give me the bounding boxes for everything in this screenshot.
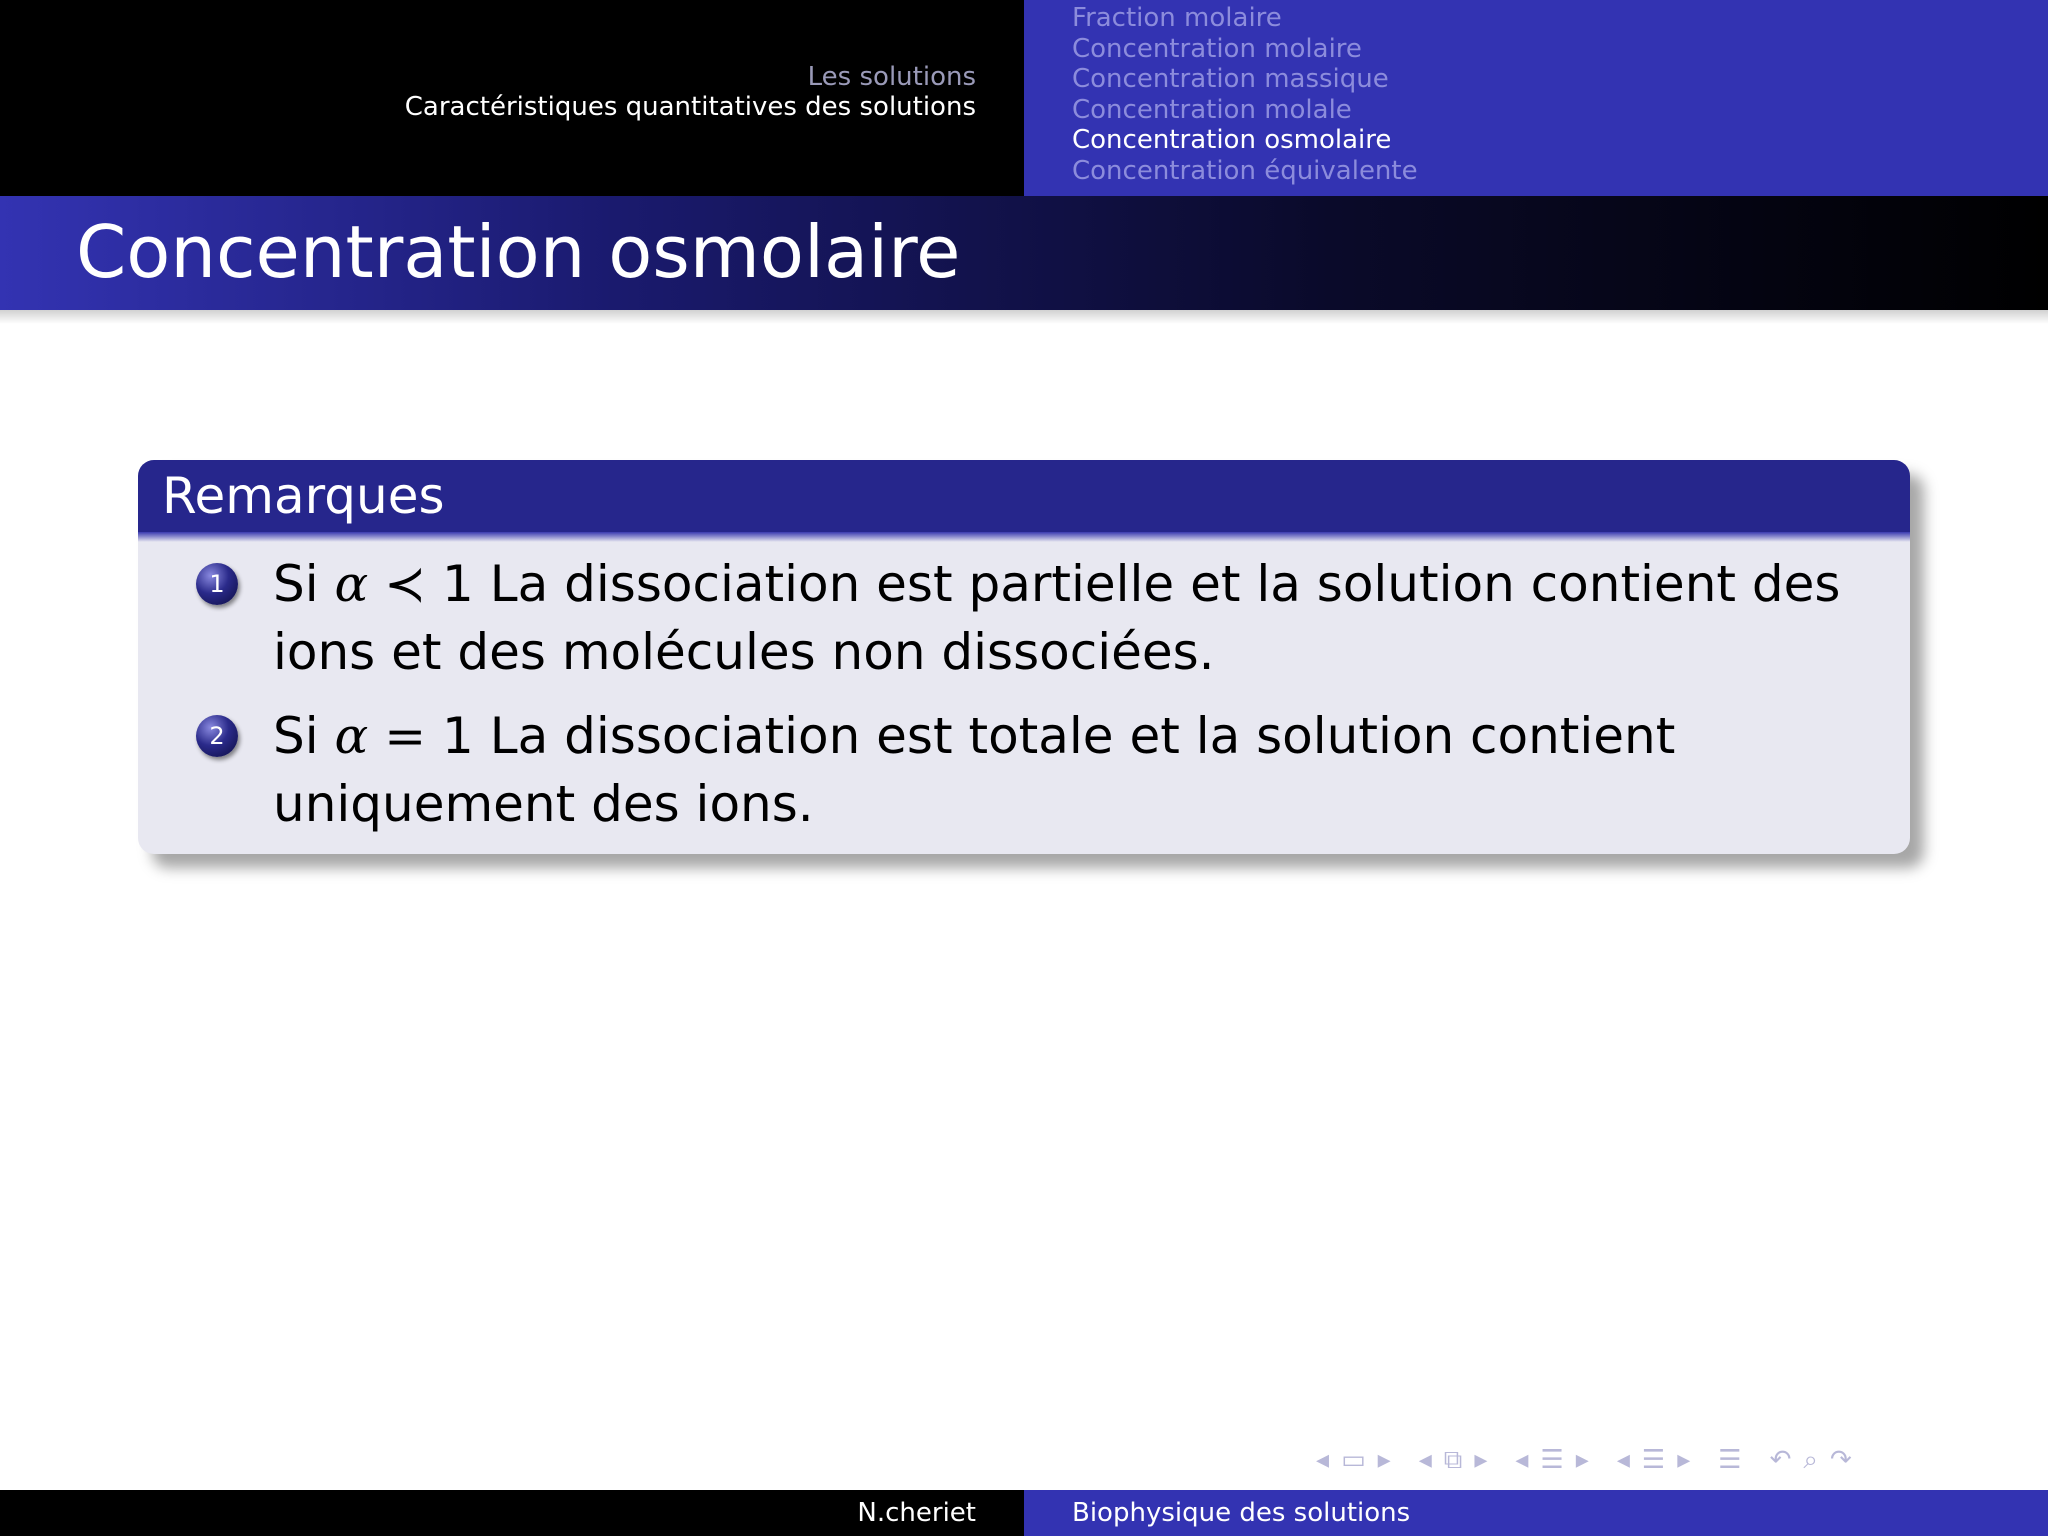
- header-subsection[interactable]: Caractéristiques quantitatives des solutions: [404, 92, 976, 122]
- remarques-block: [138, 460, 1910, 854]
- precedes-operator: ≺: [384, 555, 427, 613]
- alpha-symbol: α: [334, 707, 369, 765]
- nav-item-concentration-equivalente[interactable]: Concentration équivalente: [1072, 155, 1418, 186]
- header-nav: [1024, 0, 2048, 196]
- frame-title-bar: [0, 196, 2048, 310]
- next-document-icon[interactable]: ▸: [1677, 1445, 1691, 1475]
- nav-item-concentration-massique[interactable]: Concentration massique: [1072, 64, 1389, 95]
- back-icon[interactable]: ↶: [1769, 1445, 1792, 1475]
- equals-operator: =: [384, 707, 427, 765]
- nav-item-fraction-molaire[interactable]: Fraction molaire: [1072, 3, 1282, 33]
- list-item: [138, 702, 1870, 838]
- block-body: [138, 532, 1910, 838]
- item-value: 1: [442, 555, 474, 613]
- prev-subsection-icon[interactable]: ◂: [1418, 1445, 1432, 1475]
- search-icon[interactable]: ⌕: [1803, 1444, 1818, 1475]
- header-section[interactable]: Les solutions: [807, 62, 976, 92]
- nav-item-concentration-osmolaire[interactable]: Concentration osmolaire: [1072, 125, 1392, 156]
- subsection-icon[interactable]: ⧉: [1443, 1444, 1463, 1475]
- next-section-icon[interactable]: ▸: [1575, 1445, 1589, 1475]
- toc-icon[interactable]: ☰: [1718, 1445, 1742, 1475]
- forward-icon[interactable]: ↷: [1829, 1445, 1852, 1475]
- next-subsection-icon[interactable]: ▸: [1474, 1445, 1488, 1475]
- header-left: [0, 0, 1024, 196]
- footer-author[interactable]: N.cheriet: [0, 1490, 1024, 1536]
- prev-document-icon[interactable]: ◂: [1616, 1445, 1630, 1475]
- prev-section-icon[interactable]: ◂: [1515, 1445, 1529, 1475]
- nav-item-concentration-molale[interactable]: Concentration molale: [1072, 94, 1352, 125]
- block-title: Remarques: [138, 460, 1910, 532]
- item-prefix: Si: [273, 707, 319, 765]
- footer-title[interactable]: Biophysique des solutions: [1024, 1490, 2048, 1536]
- item-prefix: Si: [273, 555, 319, 613]
- next-frame-icon[interactable]: ▸: [1377, 1445, 1391, 1475]
- beamer-navigation-symbols: [1316, 1442, 1864, 1478]
- frame-title: Concentration osmolaire: [76, 210, 961, 294]
- bullet-number-2: 2: [196, 715, 238, 757]
- item-value: 1: [442, 707, 474, 765]
- frame-icon[interactable]: ▭: [1341, 1445, 1366, 1475]
- document-icon[interactable]: ☰: [1641, 1445, 1666, 1475]
- nav-item-concentration-molaire[interactable]: Concentration molaire: [1072, 33, 1362, 64]
- prev-frame-icon[interactable]: ◂: [1316, 1445, 1330, 1475]
- list-item: [138, 550, 1870, 686]
- alpha-symbol: α: [334, 555, 369, 613]
- item-text: La dissociation est totale et la solution contient uniquement des ions.: [273, 707, 1676, 833]
- item-text: La dissociation est partielle et la solution contient des ions et des molécules non dissociées.: [273, 555, 1841, 681]
- section-icon[interactable]: ☰: [1540, 1445, 1564, 1475]
- bullet-number-1: 1: [196, 563, 238, 605]
